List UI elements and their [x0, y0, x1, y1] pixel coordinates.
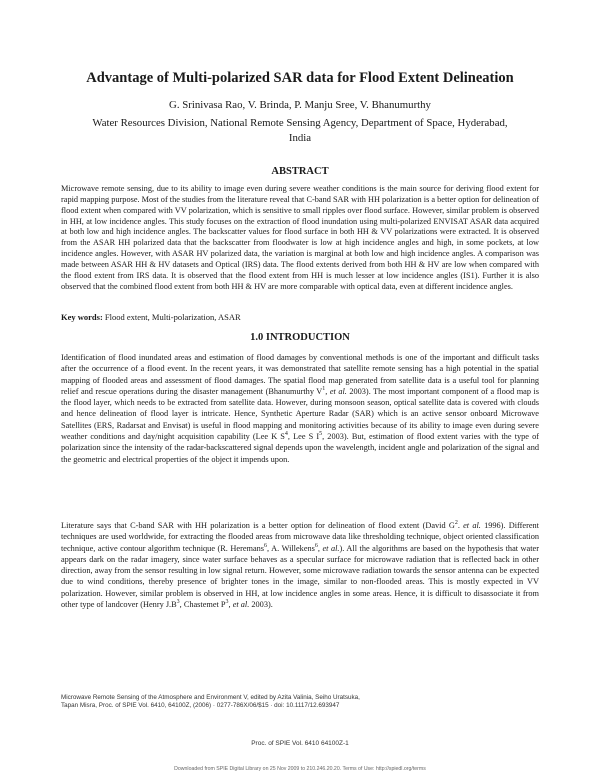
- intro-paragraph-2: Literature says that C-band SAR with HH polarization is a better option for delineation of flood extent (David $G^2$. et al. 1996). Different techniques are used worldwide, for extracting the flooded areas from microwave data like thresholding technique, object oriented classification technique, active contour algorithm technique (R. Heremans$^6$, A. Willekens$^6$, et al.). All the algorithms are based on the hypothesis that water appears dark on the radar imagery, since water surface behaves as a specular surface for microwave radiation that is reflected back in other direction, away from the sensor resulting in low signal return. However, some microwave radiation towards the sensor antenna can be expected due to wind conditions, thereby presence of brighter tones in the image, similar to non-flooded areas. This is mostly expected in VV polarization. However, similar problem is observed in HH, at low incidence angles in some areas. Hence, it is difficult to disassociate it from other type of landcover (Henry $J.B^3$, Chastemet $P^3$, et al. 2003).: [61, 520, 539, 610]
- keywords-label: Key words:: [61, 312, 103, 322]
- footnote-line-1: Microwave Remote Sensing of the Atmosphere and Environment V, edited by Azita Valinia, Seiho Uratsuka,: [61, 694, 360, 701]
- download-notice: Downloaded from SPIE Digital Library on 25 Nov 2009 to 210.246.20.20. Terms of Use: http://spiedl.org/terms: [174, 766, 426, 772]
- paper-title: Advantage of Multi-polarized SAR data for Flood Extent Delineation: [86, 70, 514, 86]
- keywords-text: Flood extent, Multi-polarization, ASAR: [102, 312, 241, 322]
- intro-paragraph-1: Identification of flood inundated areas and estimation of flood damages by conventional methods is one of the important and difficult tasks after the occurrence of a flood event. In the recent years, it was demonstrated that satellite remote sensing has a high potential in the spatial mapping of flooded areas and assessment of flood damages. The spatial flood map generated from satellite data is a useful tool for planning relief and rescue operations during the disaster management (Bhanumurthy $V^1$, et al. 2003). The most important component of a flood map is the flood layer, which needs to be extracted from satellite data. However, during monsoon season, optical satellite data is covered with clouds and hence delineation of flood layer is intricate. Hence, Synthetic Aperture Radar (SAR) which is an active sensor onboard Microwave Satellites (ERS, Radarsat and Envisat) is useful in flood mapping and monitoring activities because of its ability to image even during severe weather conditions and day/night acquisition capability (Lee K $S^4$, Lee S $I^5$, 2003). But, estimation of flood extent varies with the type of polarization since the intensity of the radar-backscattered signal depends upon the wavelength, incident angle and polarization of the signal and the geometric and electrical properties of the object it impends upon.: [61, 353, 539, 464]
- author-list: G. Srinivasa Rao, V. Brinda, P. Manju Sree, V. Bhanumurthy: [169, 99, 431, 111]
- intro-heading: 1.0 INTRODUCTION: [250, 332, 350, 343]
- affiliation: Water Resources Division, National Remote Sensing Agency, Department of Space, Hyderabad, India: [92, 117, 508, 144]
- citation-footnote: [61, 694, 481, 710]
- abstract-text: Microwave remote sensing, due to its ability to image even during severe weather conditions is the main source for deriving flood extent for rapid mapping purpose. Most of the studies from the literature reveal that C-band SAR with HH polarization is a better option for delineation of flood extent when compared with VV polarization, which is sensitive to small ripples over flood surface. However, similar problem is observed in HH, at low incidence angles. This study focuses on the extraction of flood inundation using multi-polarized ENVISAT ASAR data acquired at both low and high incidence angles. The backscatter values for flood surface in both HH & VV polarizations were extracted. It is observed from the ASAR HH polarized data that the backscatter from floodwater is low at high incidence angles and high, in some pockets, at low incidence angles. However, with ASAR HV polarized data, the variation is marginal at both low and high incidence angles. A comparison was made between ASAR HH & HV datasets and Optical (IRS) data. The flood extents derived from both HH & HV are low when compared with the flood extent from IRS data. It is observed that the flood extent from HH is much lesser at low incidence angles (IS1). Further it is also observed that the combined flood extent from both HH & HV are more comparable with optical data, even at different incidence angles.: [61, 184, 539, 291]
- keywords: [61, 312, 539, 322]
- footnote-line-2: Tapan Misra, Proc. of SPIE Vol. 6410, 64100Z, (2006) · 0277-786X/06/$15 · doi: 10.1117/12.693947: [61, 702, 340, 710]
- page-number: Proc. of SPIE Vol. 6410 64100Z-1: [251, 740, 349, 747]
- abstract-heading: ABSTRACT: [271, 166, 329, 177]
